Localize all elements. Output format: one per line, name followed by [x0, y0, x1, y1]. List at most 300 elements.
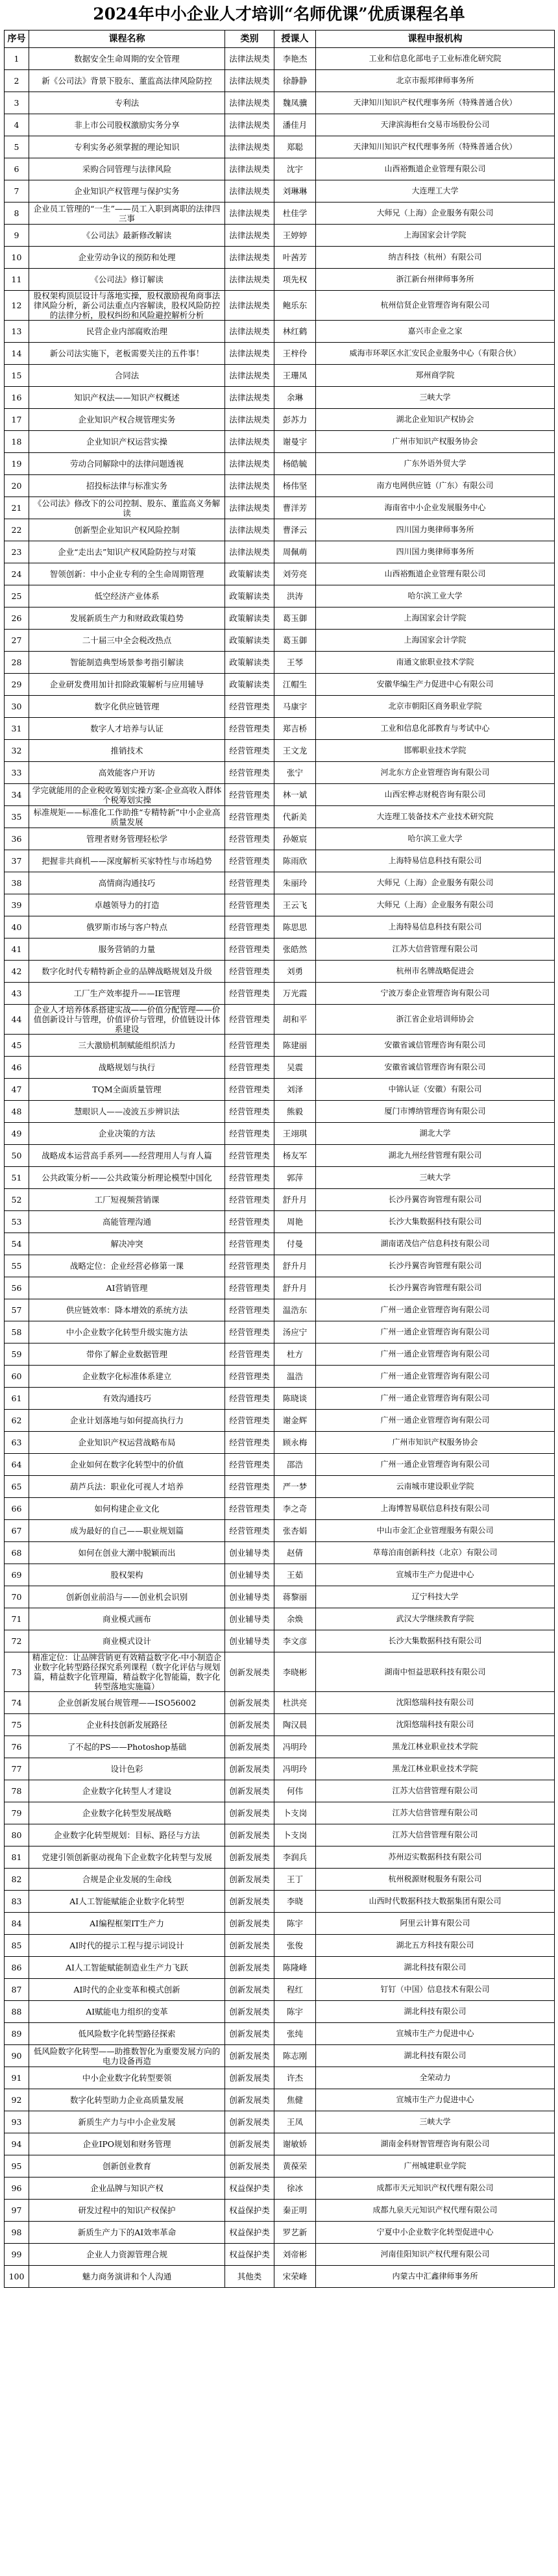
cell-instructor: 李晓彬 [274, 1652, 316, 1692]
cell-category: 创新发展类 [225, 1652, 274, 1692]
cell-instructor: 刘泽 [274, 1079, 316, 1101]
cell-category: 经营管理类 [225, 1321, 274, 1343]
cell-index: 80 [5, 1824, 29, 1846]
cell-index: 69 [5, 1564, 29, 1586]
cell-category: 经营管理类 [225, 961, 274, 983]
cell-course-name: 《公司法》修订解读 [29, 269, 225, 291]
cell-instructor: 李之奇 [274, 1498, 316, 1520]
cell-institution: 江苏大信营管理有限公司 [316, 1824, 555, 1846]
cell-index: 28 [5, 652, 29, 674]
cell-instructor: 王翊琪 [274, 1123, 316, 1145]
cell-category: 经营管理类 [225, 1498, 274, 1520]
cell-instructor: 王梓伶 [274, 343, 316, 365]
cell-course-name: 如何在创业大潮中脱颖而出 [29, 1542, 225, 1564]
cell-category: 创业辅导类 [225, 1630, 274, 1652]
cell-course-name: 企业如何在数字化转型中的价值 [29, 1454, 225, 1476]
cell-instructor: 张宁 [274, 762, 316, 784]
cell-institution: 上海特易信息科技有限公司 [316, 916, 555, 938]
cell-institution: 沈阳悠瑞科技有限公司 [316, 1714, 555, 1736]
cell-institution: 浙江省企业培训师协会 [316, 1005, 555, 1035]
cell-course-name: AI营销管理 [29, 1277, 225, 1299]
cell-course-name: 企业知识产权运营实操 [29, 431, 225, 453]
cell-course-name: 企业创新发展台规管理——ISO56002 [29, 1692, 225, 1714]
cell-institution: 湖南金科财智管理咨询有限公司 [316, 2133, 555, 2155]
cell-index: 21 [5, 497, 29, 519]
cell-instructor: 李艳杰 [274, 48, 316, 70]
cell-index: 35 [5, 806, 29, 828]
cell-course-name: 企业数字化转型人才建设 [29, 1780, 225, 1802]
cell-index: 97 [5, 2200, 29, 2222]
cell-course-name: 了不起的PS——Photoshop基础 [29, 1736, 225, 1758]
header-index: 序号 [5, 31, 29, 48]
cell-index: 65 [5, 1476, 29, 1498]
table-row [5, 541, 555, 563]
table-row [5, 2266, 555, 2288]
cell-course-name: 股权架构顶层设计与落地实操，股权激励视角商事法律风险分析，新公司法重点内容解读，股权风险防控的法律分析，股权纠纷和风险避控解析分析 [29, 291, 225, 321]
cell-course-name: 高情商沟通技巧 [29, 872, 225, 894]
cell-instructor: 余焕 [274, 1608, 316, 1630]
cell-category: 法律法规类 [225, 114, 274, 136]
cell-institution: 宁夏中小企业数字化转型促进中心 [316, 2222, 555, 2244]
table-row [5, 1714, 555, 1736]
table-row [5, 1979, 555, 2001]
table-row [5, 2222, 555, 2244]
cell-instructor: 陶汉晨 [274, 1714, 316, 1736]
cell-index: 4 [5, 114, 29, 136]
table-row [5, 1079, 555, 1101]
cell-instructor: 谢金辉 [274, 1410, 316, 1432]
cell-institution: 湖南诺茂信产信息科技有限公司 [316, 1233, 555, 1255]
table-row [5, 497, 555, 519]
cell-category: 法律法规类 [225, 48, 274, 70]
cell-institution: 湖北企业知识产权协会 [316, 409, 555, 431]
cell-course-name: 商业模式画布 [29, 1608, 225, 1630]
cell-institution: 宣城市生产力促进中心 [316, 1564, 555, 1586]
cell-instructor: 马康宇 [274, 696, 316, 718]
cell-institution: 天津知川知识产权代理事务所（特殊普通合伙） [316, 136, 555, 158]
cell-category: 法律法规类 [225, 247, 274, 269]
table-row [5, 2155, 555, 2177]
cell-institution: 长沙丹翼咨询管理有限公司 [316, 1255, 555, 1277]
cell-course-name: 新《公司法》背景下股东、董监高法律风险防控 [29, 70, 225, 92]
cell-instructor: 罗艺新 [274, 2222, 316, 2244]
cell-institution: 广州一通企业管理咨询有限公司 [316, 1343, 555, 1366]
cell-course-name: 企业“走出去”知识产权风险防控与对策 [29, 541, 225, 563]
cell-institution: 河南佳阳知识产权代理有限公司 [316, 2244, 555, 2266]
table-row [5, 1692, 555, 1714]
table-row [5, 2200, 555, 2222]
cell-institution: 广州一通企业管理咨询有限公司 [316, 1366, 555, 1388]
cell-category: 权益保护类 [225, 2222, 274, 2244]
cell-instructor: 陈宇 [274, 2001, 316, 2023]
table-row [5, 607, 555, 630]
table-row [5, 2045, 555, 2067]
cell-index: 60 [5, 1366, 29, 1388]
cell-course-name: 新公司法实施下，老板需要关注的五件事！ [29, 343, 225, 365]
cell-instructor: 舒升月 [274, 1189, 316, 1211]
table-row [5, 806, 555, 828]
cell-course-name: AI赋能电力组织的变革 [29, 2001, 225, 2023]
cell-instructor: 焦健 [274, 2089, 316, 2111]
cell-institution: 威海市环翠区水汇安民企业服务中心（有限合伙） [316, 343, 555, 365]
cell-course-name: 创新创业前沿与——创业机会识别 [29, 1586, 225, 1608]
cell-index: 61 [5, 1388, 29, 1410]
cell-instructor: 徐冰 [274, 2177, 316, 2200]
cell-course-name: 如何构建企业文化 [29, 1498, 225, 1520]
cell-category: 经营管理类 [225, 916, 274, 938]
cell-category: 创新发展类 [225, 1692, 274, 1714]
table-row [5, 674, 555, 696]
table-row [5, 1167, 555, 1189]
cell-instructor: 洪涛 [274, 585, 316, 607]
table-row [5, 916, 555, 938]
cell-institution: 安徽华编生产力促进中心有限公司 [316, 674, 555, 696]
cell-category: 创新发展类 [225, 2023, 274, 2045]
cell-index: 11 [5, 269, 29, 291]
table-row [5, 136, 555, 158]
cell-category: 法律法规类 [225, 291, 274, 321]
cell-instructor: 陈思思 [274, 916, 316, 938]
cell-instructor: 冯明玲 [274, 1736, 316, 1758]
table-row [5, 1366, 555, 1388]
cell-course-name: 高能管理沟通 [29, 1211, 225, 1233]
table-row [5, 387, 555, 409]
cell-institution: 浙江新台州律师事务所 [316, 269, 555, 291]
cell-course-name: 创新型企业知识产权风险控制 [29, 519, 225, 541]
cell-index: 31 [5, 718, 29, 740]
cell-instructor: 陈志刚 [274, 2045, 316, 2067]
cell-institution: 广州一通企业管理咨询有限公司 [316, 1410, 555, 1432]
table-row [5, 961, 555, 983]
cell-institution: 湖北九州经营管理有限公司 [316, 1145, 555, 1167]
cell-index: 49 [5, 1123, 29, 1145]
table-row [5, 343, 555, 365]
cell-index: 83 [5, 1891, 29, 1913]
cell-category: 经营管理类 [225, 1145, 274, 1167]
cell-index: 55 [5, 1255, 29, 1277]
cell-institution: 安徽省诚信管理咨询有限公司 [316, 1035, 555, 1057]
cell-category: 经营管理类 [225, 1057, 274, 1079]
table-row [5, 291, 555, 321]
cell-instructor: 杨皓毓 [274, 453, 316, 475]
cell-index: 46 [5, 1057, 29, 1079]
cell-category: 政策解读类 [225, 652, 274, 674]
cell-category: 经营管理类 [225, 740, 274, 762]
cell-institution: 杭州信贤企业管理咨询有限公司 [316, 291, 555, 321]
cell-index: 30 [5, 696, 29, 718]
cell-course-name: 魅力商务演讲和个人沟通 [29, 2266, 225, 2288]
table-row [5, 2133, 555, 2155]
cell-instructor: 刘帝彬 [274, 2244, 316, 2266]
cell-category: 创新发展类 [225, 1780, 274, 1802]
cell-institution: 湖北科技有限公司 [316, 1957, 555, 1979]
cell-category: 创新发展类 [225, 2045, 274, 2067]
cell-instructor: 余琳 [274, 387, 316, 409]
cell-course-name: 《公司法》最新修改解读 [29, 225, 225, 247]
cell-category: 创新发展类 [225, 1979, 274, 2001]
cell-institution: 湖南中恒益思联科技有限公司 [316, 1652, 555, 1692]
cell-index: 56 [5, 1277, 29, 1299]
table-row [5, 409, 555, 431]
cell-instructor: 谢敏娇 [274, 2133, 316, 2155]
table-row [5, 1388, 555, 1410]
cell-course-name: 企业人才培养体系搭建实战——价值分配管理——价值创新设计与管理，价值评价与管理，价值链设计体系建设 [29, 1005, 225, 1035]
cell-category: 政策解读类 [225, 630, 274, 652]
table-row [5, 321, 555, 343]
table-row [5, 453, 555, 475]
cell-course-name: 低空经济产业体系 [29, 585, 225, 607]
cell-category: 创业辅导类 [225, 1564, 274, 1586]
table-row [5, 696, 555, 718]
cell-institution: 郑州商学院 [316, 365, 555, 387]
cell-instructor: 温浩东 [274, 1299, 316, 1321]
cell-category: 法律法规类 [225, 158, 274, 180]
cell-category: 法律法规类 [225, 269, 274, 291]
cell-category: 政策解读类 [225, 607, 274, 630]
table-row [5, 762, 555, 784]
cell-category: 法律法规类 [225, 387, 274, 409]
table-row [5, 1057, 555, 1079]
table-row [5, 1913, 555, 1935]
cell-instructor: 徐静静 [274, 70, 316, 92]
cell-course-name: 中小企业数字化转型要领 [29, 2067, 225, 2089]
cell-index: 7 [5, 180, 29, 202]
cell-instructor: 卜支岗 [274, 1802, 316, 1824]
table-row [5, 1608, 555, 1630]
cell-instructor: 张皓然 [274, 938, 316, 961]
cell-category: 创新发展类 [225, 1891, 274, 1913]
cell-category: 经营管理类 [225, 894, 274, 916]
cell-institution: 草莓泊南创新科技（北京）有限公司 [316, 1542, 555, 1564]
cell-course-name: 新质生产力下的AI效率革命 [29, 2222, 225, 2244]
cell-institution: 成都市天元知识产权代理有限公司 [316, 2177, 555, 2200]
cell-index: 68 [5, 1542, 29, 1564]
table-row [5, 1123, 555, 1145]
table-row [5, 2244, 555, 2266]
cell-course-name: 民营企业内部腐败治理 [29, 321, 225, 343]
cell-category: 经营管理类 [225, 1101, 274, 1123]
cell-category: 经营管理类 [225, 872, 274, 894]
table-row [5, 850, 555, 872]
cell-index: 19 [5, 453, 29, 475]
cell-course-name: 企业品牌与知识产权 [29, 2177, 225, 2200]
table-row [5, 1957, 555, 1979]
cell-category: 创新发展类 [225, 2133, 274, 2155]
cell-course-name: 劳动合同解除中的法律问题透视 [29, 453, 225, 475]
cell-institution: 嘉兴市企业之家 [316, 321, 555, 343]
cell-instructor: 邵浩 [274, 1454, 316, 1476]
cell-course-name: 企业知识产权管理与保护实务 [29, 180, 225, 202]
cell-course-name: 数字化时代专精特新企业的品牌战略规划及升级 [29, 961, 225, 983]
cell-course-name: AI时代的企业变革和模式创新 [29, 1979, 225, 2001]
cell-institution: 成都九泉天元知识产权代理有限公司 [316, 2200, 555, 2222]
cell-institution: 大连理工装备技术产业技术研究院 [316, 806, 555, 828]
cell-course-name: 企业数字化转型规划：目标、路径与方法 [29, 1824, 225, 1846]
table-row [5, 718, 555, 740]
cell-category: 经营管理类 [225, 1211, 274, 1233]
cell-category: 经营管理类 [225, 1005, 274, 1035]
cell-index: 38 [5, 872, 29, 894]
table-row [5, 1630, 555, 1652]
cell-institution: 三峡大学 [316, 387, 555, 409]
cell-instructor: 万光霞 [274, 983, 316, 1005]
table-row [5, 158, 555, 180]
cell-institution: 武汉大学继续教育学院 [316, 1608, 555, 1630]
table-row [5, 92, 555, 114]
cell-instructor: 吴震 [274, 1057, 316, 1079]
cell-index: 72 [5, 1630, 29, 1652]
cell-instructor: 胡和平 [274, 1005, 316, 1035]
cell-instructor: 王凤 [274, 2111, 316, 2133]
cell-course-name: 战略定位：企业经营必修第一课 [29, 1255, 225, 1277]
cell-course-name: 企业人力资源管理合规 [29, 2244, 225, 2266]
table-row [5, 70, 555, 92]
table-row [5, 1005, 555, 1035]
cell-instructor: 陈雨欣 [274, 850, 316, 872]
table-row [5, 872, 555, 894]
cell-category: 创业辅导类 [225, 1608, 274, 1630]
cell-institution: 哈尔滨工业大学 [316, 828, 555, 850]
table-row [5, 1432, 555, 1454]
cell-course-name: 企业知识产权运营战略布局 [29, 1432, 225, 1454]
cell-institution: 湖北科技有限公司 [316, 2045, 555, 2067]
cell-index: 95 [5, 2155, 29, 2177]
cell-category: 法律法规类 [225, 202, 274, 225]
cell-institution: 宣城市生产力促进中心 [316, 2023, 555, 2045]
cell-course-name: 商业模式设计 [29, 1630, 225, 1652]
cell-institution: 云南城市建设职业学院 [316, 1476, 555, 1498]
header-instructor: 授课人 [274, 31, 316, 48]
cell-institution: 大师兄（上海）企业服务有限公司 [316, 202, 555, 225]
cell-institution: 四川国力奥律师事务所 [316, 519, 555, 541]
table-row [5, 1211, 555, 1233]
cell-category: 经营管理类 [225, 1189, 274, 1211]
cell-instructor: 张俊 [274, 1935, 316, 1957]
cell-course-name: 战略成本运营高手系列——经营理用人与育人篇 [29, 1145, 225, 1167]
cell-institution: 黑龙江林业职业技术学院 [316, 1758, 555, 1780]
cell-category: 创新发展类 [225, 2155, 274, 2177]
cell-index: 52 [5, 1189, 29, 1211]
cell-index: 34 [5, 784, 29, 806]
cell-index: 20 [5, 475, 29, 497]
cell-category: 创新发展类 [225, 1913, 274, 1935]
cell-institution: 河北东方企业管理咨询有限公司 [316, 762, 555, 784]
cell-instructor: 王珊凤 [274, 365, 316, 387]
cell-index: 93 [5, 2111, 29, 2133]
cell-index: 74 [5, 1692, 29, 1714]
cell-instructor: 陈宇 [274, 1913, 316, 1935]
table-row [5, 202, 555, 225]
cell-course-name: 企业员工管理的“一生”——员工入职到离职的法律四三事 [29, 202, 225, 225]
cell-category: 法律法规类 [225, 70, 274, 92]
cell-index: 88 [5, 2001, 29, 2023]
cell-course-name: 管理者财务管理轻松学 [29, 828, 225, 850]
cell-institution: 广州城建职业学院 [316, 2155, 555, 2177]
cell-institution: 杭州税源财税服务有限公司 [316, 1869, 555, 1891]
cell-category: 法律法规类 [225, 541, 274, 563]
cell-institution: 北京市朝阳区商务职业学院 [316, 696, 555, 718]
cell-institution: 工业和信息化部电子工业标准化研究院 [316, 48, 555, 70]
cell-course-name: 知识产权法——知识产权概述 [29, 387, 225, 409]
cell-index: 36 [5, 828, 29, 850]
cell-instructor: 朱丽玲 [274, 872, 316, 894]
cell-institution: 广州一通企业管理咨询有限公司 [316, 1388, 555, 1410]
cell-institution: 广州一通企业管理咨询有限公司 [316, 1454, 555, 1476]
cell-instructor: 沈宇 [274, 158, 316, 180]
cell-instructor: 郭萍 [274, 1167, 316, 1189]
cell-course-name: 创新创业教育 [29, 2155, 225, 2177]
table-row [5, 563, 555, 585]
table-row [5, 1869, 555, 1891]
cell-institution: 苏州迈实数据科技有限公司 [316, 1846, 555, 1869]
cell-category: 政策解读类 [225, 563, 274, 585]
cell-instructor: 葛玉御 [274, 607, 316, 630]
cell-institution: 南方电网供应链（广东）有限公司 [316, 475, 555, 497]
cell-index: 87 [5, 1979, 29, 2001]
cell-course-name: 把握非共商机——深度解析买家特性与市场趋势 [29, 850, 225, 872]
cell-course-name: 慧眼识人——凌波五步辨识法 [29, 1101, 225, 1123]
cell-course-name: 新质生产力与中小企业发展 [29, 2111, 225, 2133]
cell-course-name: 采购合同管理与法律风险 [29, 158, 225, 180]
table-row [5, 1233, 555, 1255]
cell-instructor: 江帽生 [274, 674, 316, 696]
cell-index: 92 [5, 2089, 29, 2111]
cell-category: 政策解读类 [225, 585, 274, 607]
cell-index: 96 [5, 2177, 29, 2200]
cell-instructor: 鲍乐东 [274, 291, 316, 321]
cell-index: 40 [5, 916, 29, 938]
cell-category: 经营管理类 [225, 938, 274, 961]
cell-instructor: 李文彦 [274, 1630, 316, 1652]
cell-course-name: 招投标法律与标准实务 [29, 475, 225, 497]
cell-instructor: 赵倩 [274, 1542, 316, 1564]
cell-instructor: 王丁 [274, 1869, 316, 1891]
cell-institution: 广州一通企业管理咨询有限公司 [316, 1321, 555, 1343]
cell-index: 44 [5, 1005, 29, 1035]
cell-category: 创新发展类 [225, 1824, 274, 1846]
table-row [5, 894, 555, 916]
cell-instructor: 张纯 [274, 2023, 316, 2045]
cell-institution: 纳吉科技（杭州）有限公司 [316, 247, 555, 269]
cell-category: 法律法规类 [225, 475, 274, 497]
cell-course-name: 供应链效率：降本增效的系统方法 [29, 1299, 225, 1321]
cell-institution: 安徽省诚信管理咨询有限公司 [316, 1057, 555, 1079]
cell-course-name: 数据安全生命周期的安全管理 [29, 48, 225, 70]
table-row [5, 2067, 555, 2089]
cell-category: 经营管理类 [225, 1520, 274, 1542]
cell-index: 100 [5, 2266, 29, 2288]
table-row [5, 1824, 555, 1846]
cell-instructor: 杜洪亮 [274, 1692, 316, 1714]
cell-category: 法律法规类 [225, 225, 274, 247]
cell-instructor: 刘琳琳 [274, 180, 316, 202]
table-row [5, 585, 555, 607]
table-row [5, 652, 555, 674]
cell-course-name: 数字人才培养与认证 [29, 718, 225, 740]
cell-category: 法律法规类 [225, 180, 274, 202]
cell-instructor: 郑聪 [274, 136, 316, 158]
cell-institution: 沈阳悠瑞科技有限公司 [316, 1692, 555, 1714]
cell-index: 89 [5, 2023, 29, 2045]
cell-instructor: 郑吉桥 [274, 718, 316, 740]
cell-category: 法律法规类 [225, 431, 274, 453]
cell-institution: 天津滨海柜台交易市场股份公司 [316, 114, 555, 136]
table-row [5, 1736, 555, 1758]
cell-instructor: 曹泽云 [274, 519, 316, 541]
table-row [5, 1564, 555, 1586]
cell-category: 创新发展类 [225, 1802, 274, 1824]
cell-course-name: 股权架构 [29, 1564, 225, 1586]
